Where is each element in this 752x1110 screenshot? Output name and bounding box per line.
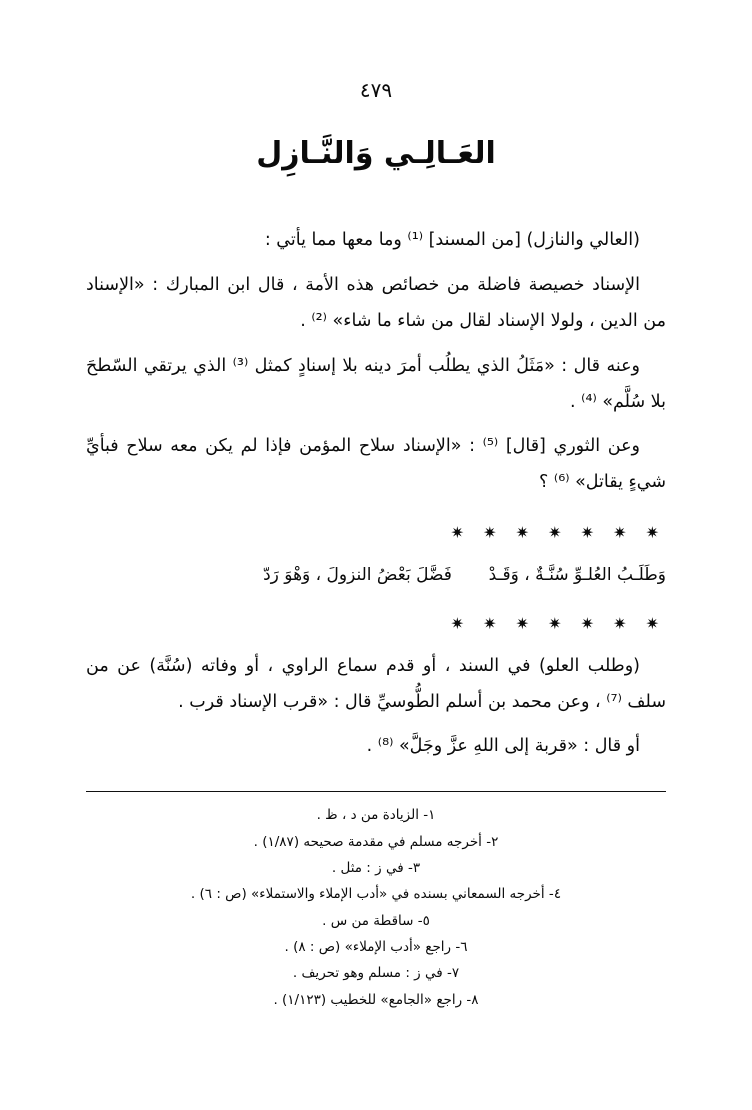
footnote-item: ٥- ساقطة من س . — [322, 912, 430, 929]
footnote-item: ١- الزيادة من د ، ظ . — [316, 807, 436, 824]
paragraph: الإسناد خصيصة فاضلة من خصائص هذه الأمة ، قال ابن المبارك : «الإسناد من الدين ، ولولا الإسناد لقال من شاء ما شاء» ⁽²⁾ . — [86, 274, 666, 331]
page-title: العَـالِـي وَالنَّـازِل — [256, 136, 496, 171]
footnote-item: ٧- في ز : مسلم وهو تحريف . — [292, 965, 460, 982]
footnote-item: ٣- في ز : مثل . — [331, 859, 421, 876]
footnotes-section — [86, 802, 666, 1013]
ornament-divider-bottom: ✷ ✷ ✷ ✷ ✷ ✷ ✷ — [450, 613, 666, 633]
paragraph: أو قال : «قربة إلى اللهِ عزَّ وجَلَّ» ⁽⁸⁾ . — [366, 736, 640, 757]
verse-line — [86, 558, 666, 592]
footnote-item: ٦- راجع «أدب الإملاء» (ص : ٨) . — [284, 938, 468, 955]
page-number: ٤٧٩ — [359, 78, 393, 102]
verse-hemistich-first: وَطَلَـبُ العُلـوِّ سُنَّـةٌ ، وَقَـدْ — [488, 564, 666, 585]
footnote-item: ٨- راجع «الجامع» للخطيب (١/١٢٣) . — [273, 991, 479, 1008]
paragraph: (وطلب العلو) في السند ، أو قدم سماع الراوي ، أو وفاته (سُنَّة) عن من سلف ⁽⁷⁾ ، وعن محمد بن أسلم الطُّوسيِّ قال : «قرب الإسناد قرب . — [86, 655, 666, 712]
ornament-divider-top: ✷ ✷ ✷ ✷ ✷ ✷ ✷ — [450, 523, 666, 543]
footnote-separator — [86, 791, 666, 792]
footnote-item: ٢- أخرجه مسلم في مقدمة صحيحه (١/٨٧) . — [253, 833, 499, 850]
paragraph: وعن الثوري [قال] ⁽⁵⁾ : «الإسناد سلاح المؤمن فإذا لم يكن معه سلاح فبأيِّ شيءٍ يقاتل» ⁽⁶⁾ ؟ — [86, 436, 666, 493]
body-text — [86, 223, 666, 765]
paragraph: (العالي والنازل) [من المسند] ⁽¹⁾ وما معها مما يأتي : — [264, 230, 640, 250]
verse-hemistich-second: فَضَّلَ بَعْضُ النزولَ ، وَهْوَ رَدّ — [263, 564, 452, 585]
paragraph: وعنه قال : «مَثَلُ الذي يطلُب أمرَ دينه بلا إسنادٍ كمثل ⁽³⁾ الذي يرتقي السّطحَ بلا سُلَّم» ⁽⁴⁾ . — [86, 355, 666, 412]
footnote-item: ٤- أخرجه السمعاني بسنده في «أدب الإملاء والاستملاء» (ص : ٦) . — [190, 886, 562, 903]
